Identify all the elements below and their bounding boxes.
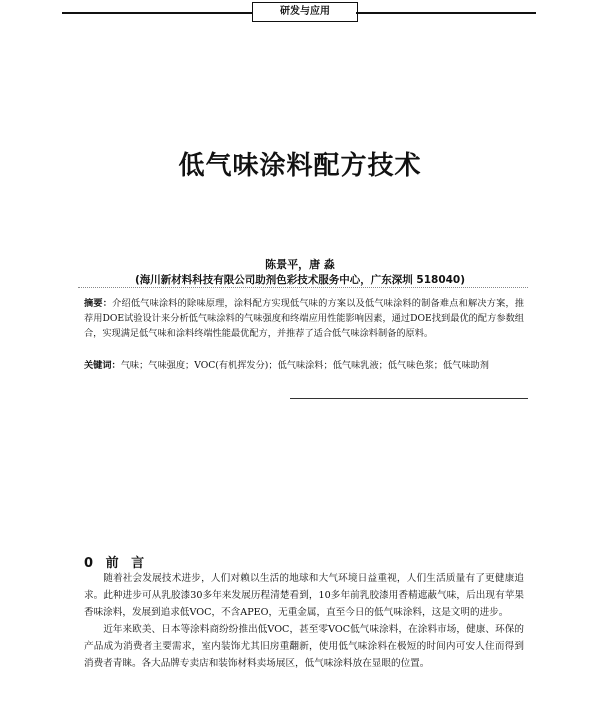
abstract: [84, 296, 524, 341]
section-heading: 0 前 言: [84, 556, 149, 571]
affiliation: (海川新材料科技有限公司助剂色彩技术服务中心，广东深圳 518040): [134, 274, 466, 286]
keywords: [84, 358, 524, 373]
abstract-label: 摘要：: [84, 298, 113, 309]
section-tag: 研发与应用: [252, 2, 358, 22]
header-rule-left: [62, 12, 252, 14]
keywords-label: 关键词：: [84, 360, 121, 371]
paragraph: 随着社会发展技术进步，人们对赖以生活的地球和大气环境日益重视，人们生活质量有了更健康追求。此种进步可从乳胶漆30多年来发展历程清楚看到，10多年前乳胶漆用香精遮蔽气味，后出现有苹果香味涂料，发展到追求低VOC，不含APEO，无重金属，直至今日的低气味涂料，这是文明的进步。: [84, 573, 524, 618]
abstract-text: 介绍低气味涂料的除味原理，涂料配方实现低气味的方案以及低气味涂料的制备难点和解决方案，推荐用DOE试验设计来分析低气味涂料的气味强度和终端应用性能影响因素，通过DOE找到最优的配方参数组合，实现满足低气味和涂料终端性能最优配方，并推荐了适合低气味涂料制备的原料。: [84, 298, 525, 339]
dotted-divider: [78, 287, 528, 289]
section-body: [84, 570, 524, 672]
paragraph: 近年来欧美、日本等涂料商纷纷推出低VOC，甚至零VOC低气味涂料，在涂料市场，健康、环保的产品成为消费者主要需求，室内装饰尤其旧房重翻新，使用低气味涂料在极短的时间内可安人住而得到消费者青睐。各大品牌专卖店和装饰材料卖场展区，低气味涂料放在显眼的位置。: [84, 624, 524, 669]
keywords-text: 气味；气味强度；VOC(有机挥发分)；低气味涂料；低气味乳液；低气味色浆；低气味助剂: [120, 360, 489, 371]
header-rule-right: [356, 12, 536, 14]
article-title: 低气味涂料配方技术: [178, 151, 422, 181]
authors: 陈景平，唐 淼: [265, 258, 335, 271]
abstract-end-rule: [290, 398, 528, 399]
